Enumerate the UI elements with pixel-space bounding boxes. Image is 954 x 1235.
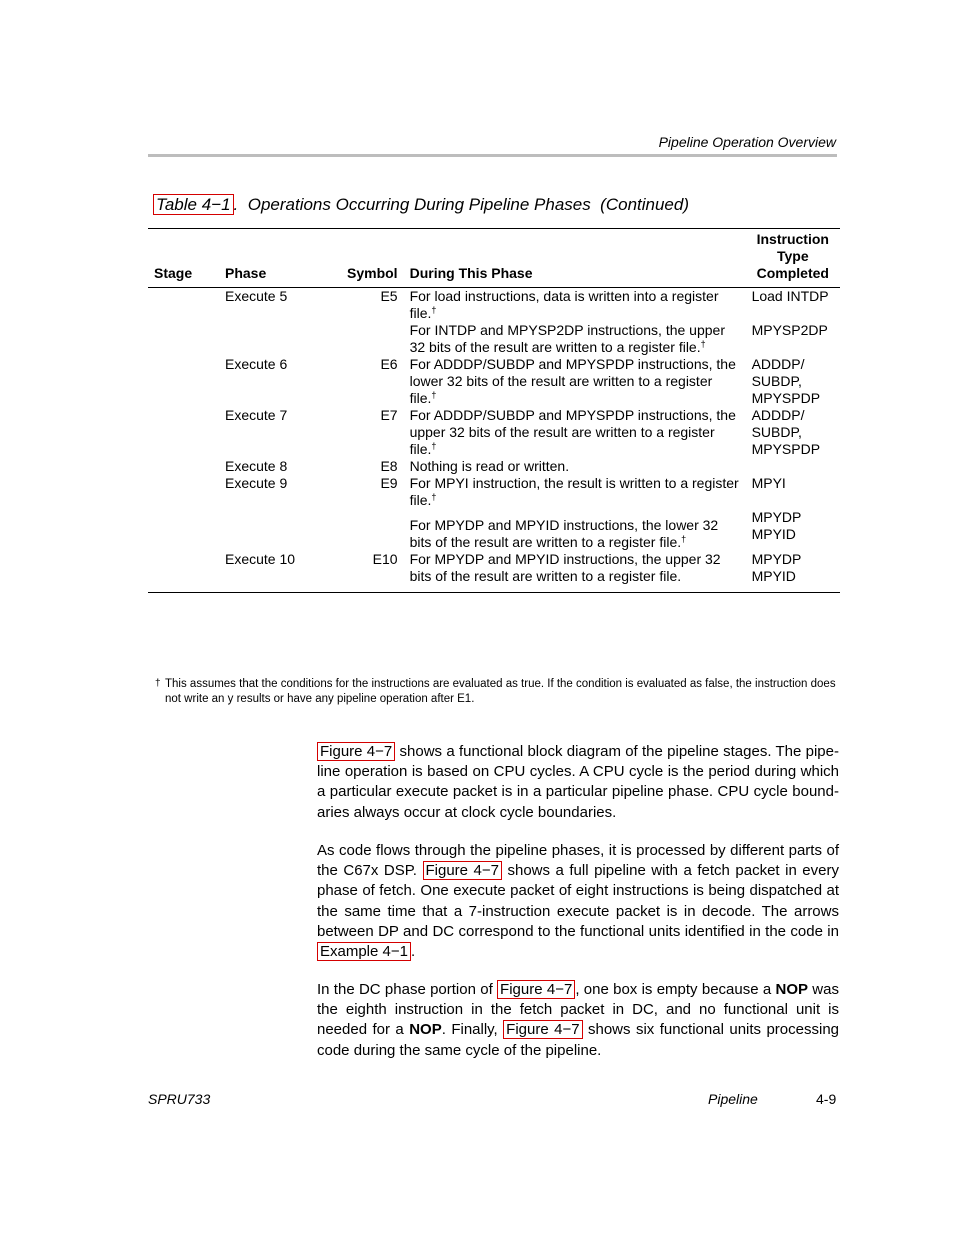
table-caption (153, 195, 689, 215)
table-row (148, 551, 840, 593)
paragraph-2: As code flows through the pipeline phases, it is processed by different parts of the C67x DSP. Figure 4−7 shows a full pipeline with a fetch packet in every phase of fetch. One execute packet of eight instructions is being dispatched at the same time that a 7-instruction execute packet is in decode. The arrows between DP and DC correspond to the functional units identified in the code in Example 4−1 . (317, 842, 839, 961)
footnote-mark: † (431, 305, 437, 315)
symbol-cell: E10 (372, 551, 398, 567)
table-row (148, 407, 840, 458)
symbol-cell: E5 (380, 288, 398, 304)
symbol-cell: E9 (380, 475, 398, 491)
stage-cell (148, 288, 219, 323)
figure-link[interactable]: Figure 4−7 (503, 1020, 582, 1039)
type-cell: MPYDP MPYID (751, 509, 802, 542)
figure-link[interactable]: Figure 4−7 (317, 742, 395, 761)
type-cell: Load INTDP (751, 288, 829, 304)
table-row (148, 322, 840, 356)
description-cell: For ADDDP/SUBDP and MPYSPDP instructions, the upper 32 bits of the result are written to a register file.† (409, 407, 736, 457)
caption-separator: . (233, 195, 239, 214)
footnote-text: This assumes that the conditions for the instructions are evaluated as true. If the condition is evaluated as false, the instruction does not write an y results or have any pipeline operation after E1. (165, 678, 836, 705)
operations-table (148, 228, 840, 593)
table-footnote (155, 677, 845, 707)
header-phase: Phase (225, 265, 267, 281)
symbol-cell: E7 (380, 407, 398, 423)
description-cell: For MPYDP and MPYID instructions, the upper 32 bits of the result are written to a register file. (409, 551, 721, 584)
example-link[interactable]: Example 4−1 (317, 942, 411, 961)
symbol-cell: E8 (380, 458, 398, 474)
phase-cell: Execute 9 (225, 475, 288, 491)
footnote-mark: † (431, 390, 437, 400)
type-cell: ADDDP/ SUBDP, MPYSPDP (751, 356, 821, 406)
footnote-mark: † (700, 339, 706, 349)
nop-keyword: NOP (775, 981, 809, 998)
description-cell: For MPYDP and MPYID instructions, the lower 32 bits of the result are written to a register file.† (409, 517, 719, 550)
running-head: Pipeline Operation Overview (658, 134, 836, 150)
table-row (148, 509, 840, 551)
table-row (148, 288, 840, 323)
phase-cell: Execute 7 (225, 407, 288, 423)
symbol-cell: E6 (380, 356, 398, 372)
header-during: During This Phase (409, 265, 533, 281)
figure-link[interactable]: Figure 4−7 (423, 861, 502, 880)
type-cell: MPYDP MPYID (751, 551, 802, 584)
table-row (148, 458, 840, 475)
figure-link[interactable]: Figure 4−7 (497, 980, 575, 999)
phase-cell: Execute 8 (225, 458, 288, 474)
footnote-mark: † (681, 534, 687, 544)
header-stage: Stage (154, 265, 193, 281)
footnote-dagger: † (155, 678, 161, 689)
table-header-row (148, 229, 840, 288)
phase-cell: Execute 6 (225, 356, 288, 372)
description-cell: Nothing is read or written. (409, 458, 570, 474)
type-cell: MPYSP2DP (751, 322, 828, 338)
table-ref-link[interactable]: Table 4−1 (153, 194, 234, 215)
description-cell: For load instructions, data is written into a register file.† (409, 288, 719, 321)
header-symbol: Symbol (347, 265, 398, 281)
table-row (148, 356, 840, 407)
footnote-mark: † (431, 441, 437, 451)
description-cell: For INTDP and MPYSP2DP instructions, the upper 32 bits of the result are written to a register file.† (409, 322, 725, 355)
phase-cell: Execute 5 (225, 288, 288, 304)
phase-cell: Execute 10 (225, 551, 296, 567)
paragraph-3: In the DC phase portion of Figure 4−7 , one box is empty because a NOP was the eighth instruction in the fetch packet in DC, and no functional unit is needed for a NOP. Finally, Figure 4−7 shows six functional units processing code during the same cycle of the pipeline. (317, 981, 840, 1059)
header-rule (148, 154, 837, 157)
caption-title: Operations Occurring During Pipeline Phases (Continued) (247, 195, 689, 214)
type-cell: MPYI (751, 475, 786, 491)
paragraph-1: Figure 4−7 shows a functional block diagram of the pipeline stages. The pipe-line operation is based on CPU cycles. A CPU cycle is the period during which a particular execute packet is in a particular pipeline phase. CPU cycle bound-aries always occur at clock cycle boundaries. (317, 743, 839, 821)
header-type: Instruction Type Completed (756, 231, 829, 281)
table-row (148, 475, 840, 509)
description-cell: For MPYI instruction, the result is written to a register file.† (409, 475, 739, 508)
type-cell: ADDDP/ SUBDP, MPYSPDP (751, 407, 821, 457)
description-cell: For ADDDP/SUBDP and MPYSPDP instructions, the lower 32 bits of the result are written to a register file.† (409, 356, 736, 406)
footnote-mark: † (431, 492, 437, 502)
footer-page-number: 4-9 (816, 1091, 837, 1107)
footer-doc-id: SPRU733 (148, 1091, 211, 1107)
footer-chapter: Pipeline (708, 1091, 758, 1107)
nop-keyword: NOP (409, 1021, 442, 1039)
